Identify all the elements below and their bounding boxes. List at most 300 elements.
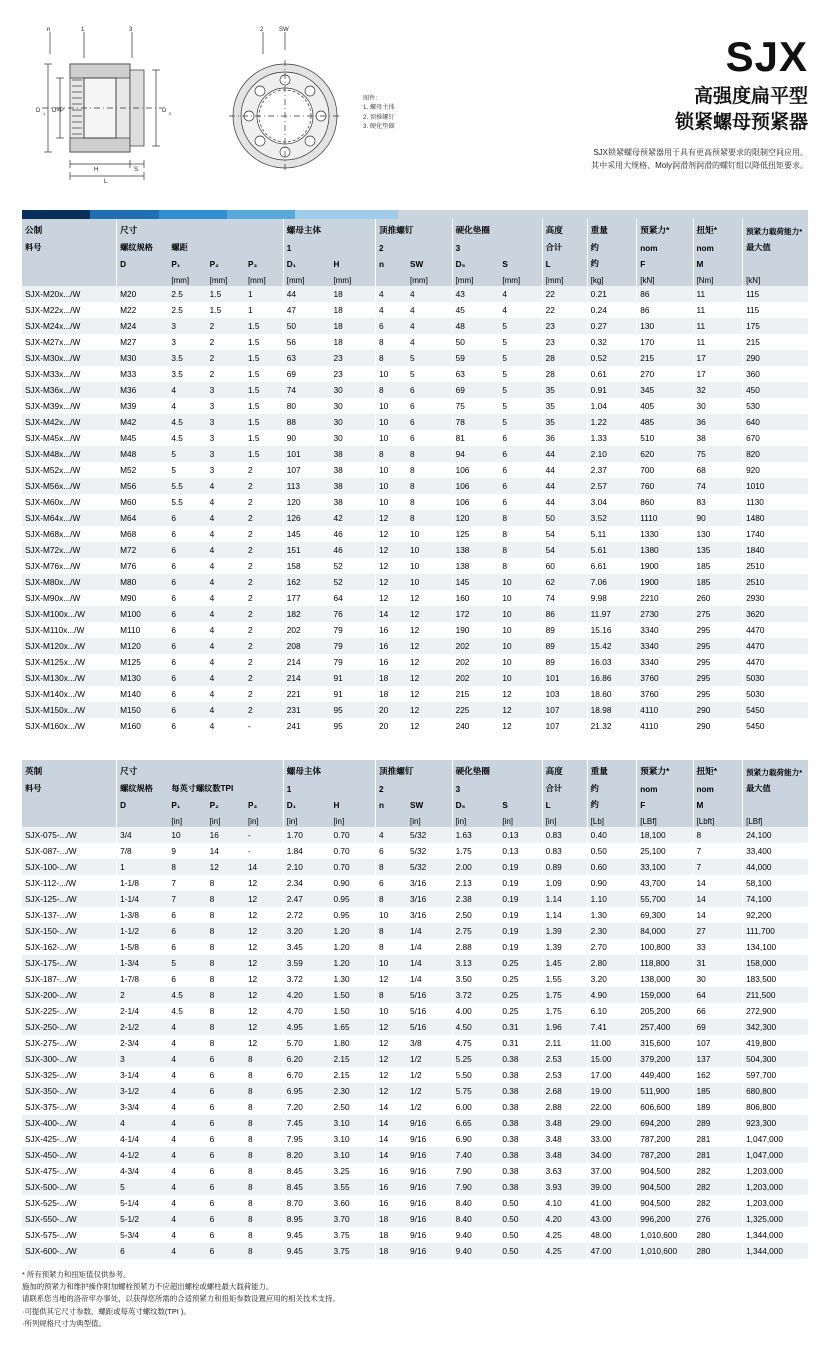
table-cell: 231: [283, 702, 330, 718]
table-cell: 0.89: [542, 859, 587, 875]
part-number-cell: SJX-325-.../W: [25, 1070, 77, 1080]
table-cell: 90: [693, 510, 743, 526]
table-cell: 9/16: [410, 1198, 427, 1208]
table-cell: 3760: [637, 670, 693, 686]
table-cell: -: [247, 830, 251, 840]
table-cell: 241: [283, 718, 330, 734]
table-cell: 177: [283, 590, 330, 606]
table-cell: 1.20: [333, 958, 350, 968]
table-cell: 18: [333, 305, 343, 315]
imperial-unit-D1: [in]: [283, 811, 330, 827]
table-cell: 1900: [637, 558, 693, 574]
table-cell: 8: [209, 926, 215, 936]
table-row: [22, 638, 808, 654]
table-cell: 2: [247, 593, 253, 603]
imperial-sub-nom-f: nom: [637, 778, 693, 795]
table-cell: 62: [542, 574, 587, 590]
table-cell: 12: [410, 625, 420, 635]
table-cell: 18: [333, 337, 343, 347]
table-cell: 2.15: [333, 1054, 350, 1064]
table-cell: 0.70: [333, 862, 350, 872]
imperial-group-screw: 顶推螺钉: [376, 760, 453, 778]
table-cell: 9/16: [410, 1246, 427, 1256]
table-cell: M90: [117, 590, 169, 606]
table-cell: 7.06: [587, 574, 637, 590]
table-cell: 6: [410, 385, 415, 395]
table-cell: 272,900: [743, 1003, 808, 1019]
imperial-sub-pitch: 每英寸螺纹数TPI: [168, 778, 283, 795]
table-cell: 7: [693, 843, 743, 859]
table-cell: 23: [333, 353, 343, 363]
table-row: [22, 622, 808, 638]
table-cell: 5/16: [410, 1022, 427, 1032]
table-cell: 74: [283, 382, 330, 398]
description-line-2: 其中采用大规格、Moly润滑剂润滑的螺钉组以降低扭矩要求。: [591, 161, 808, 171]
table-cell: 6: [502, 449, 507, 459]
table-cell: 16: [209, 830, 219, 840]
part-number-cell: SJX-M30x.../W: [25, 353, 81, 363]
table-cell: 25,100: [637, 843, 693, 859]
table-cell: 1740: [743, 526, 808, 542]
table-cell: 5/16: [410, 1006, 427, 1016]
part-number-cell: SJX-M80x.../W: [25, 577, 81, 587]
table-cell: 18: [333, 321, 343, 331]
table-cell: 5: [171, 465, 176, 475]
table-cell: 130: [637, 318, 693, 334]
svg-text:1: 1: [81, 27, 85, 33]
metric-sub-pitch: 螺距: [168, 237, 283, 254]
table-cell: 1.20: [333, 942, 350, 952]
table-cell: 8.70: [283, 1195, 330, 1211]
table-cell: 6: [209, 1102, 215, 1112]
table-cell: 10: [376, 414, 408, 430]
table-cell: 151: [283, 542, 330, 558]
imperial-unit-P2: [in]: [207, 811, 245, 827]
table-cell: 1.14: [542, 907, 587, 923]
table-cell: 3.59: [283, 955, 330, 971]
table-cell: 170: [637, 334, 693, 350]
table-cell: 511,900: [637, 1083, 693, 1099]
table-cell: 1840: [743, 542, 808, 558]
table-cell: 6: [410, 417, 415, 427]
table-cell: 7: [171, 894, 176, 904]
imperial-symbol-weight: 约: [587, 795, 637, 811]
table-row: [22, 891, 808, 907]
imperial-symbol-D5: D₅: [452, 795, 499, 811]
table-cell: 1-7/8: [117, 971, 169, 987]
table-cell: 44,000: [743, 859, 808, 875]
table-cell: 12: [410, 609, 420, 619]
table-cell: 2.68: [542, 1083, 587, 1099]
part-number-cell: SJX-M52x.../W: [25, 465, 81, 475]
table-cell: 0.31: [502, 1022, 519, 1032]
table-cell: 12: [410, 641, 420, 651]
color-swatch-5: [295, 210, 398, 219]
table-cell: 4.5: [171, 433, 183, 443]
table-cell: 1-3/8: [117, 907, 169, 923]
table-cell: 1.5: [209, 289, 222, 299]
imperial-group-height: 高度: [542, 760, 587, 778]
table-row: [22, 286, 808, 302]
table-cell: 282: [693, 1163, 743, 1179]
table-cell: 10: [376, 955, 408, 971]
table-cell: 30: [333, 401, 343, 411]
table-cell: 6: [209, 1054, 215, 1064]
color-swatch-2: [90, 210, 158, 219]
table-row: [22, 987, 808, 1003]
table-cell: 5: [117, 1179, 169, 1195]
imperial-symbol-P2: P₂: [207, 795, 245, 811]
table-cell: 38: [333, 449, 343, 459]
table-cell: 3: [209, 401, 215, 411]
description-line-1: SJX锁紧螺母预紧器用于具有更高预紧要求的限制空间应用。: [593, 148, 808, 158]
table-cell: 84,000: [637, 923, 693, 939]
table-cell: 91: [333, 673, 343, 683]
metric-unit-L: [mm]: [542, 270, 587, 286]
imperial-group-torque: 扭矩*: [693, 760, 743, 778]
table-cell: 0.90: [333, 878, 350, 888]
table-cell: 8: [209, 990, 215, 1000]
table-cell: 36: [542, 430, 587, 446]
table-cell: 2-1/4: [117, 1003, 169, 1019]
table-cell: 295: [693, 638, 743, 654]
table-cell: 290: [693, 718, 743, 734]
table-row: [22, 574, 808, 590]
table-cell: 63: [452, 366, 499, 382]
table-cell: 5: [502, 353, 507, 363]
table-row: [22, 1163, 808, 1179]
table-cell: 2.53: [542, 1051, 587, 1067]
imperial-unit-row: [22, 811, 808, 827]
table-cell: 183,500: [743, 971, 808, 987]
table-cell: 12: [376, 574, 408, 590]
table-cell: 189: [693, 1099, 743, 1115]
table-cell: 12: [502, 689, 512, 699]
table-cell: 295: [693, 622, 743, 638]
table-cell: 4: [171, 1134, 176, 1144]
part-number-cell: SJX-100-.../W: [25, 862, 77, 872]
table-cell: 1.5: [209, 305, 222, 315]
table-row: [22, 590, 808, 606]
table-cell: 8.40: [452, 1211, 499, 1227]
table-cell: 2-3/4: [117, 1035, 169, 1051]
table-cell: 5450: [743, 702, 808, 718]
table-cell: 8: [410, 481, 415, 491]
table-cell: 106: [452, 478, 499, 494]
table-cell: 10: [171, 830, 181, 840]
table-cell: 282: [693, 1195, 743, 1211]
product-description: [433, 147, 808, 173]
imperial-symbol-cap: [743, 795, 808, 811]
table-cell: 211,500: [743, 987, 808, 1003]
table-cell: 6: [209, 1182, 215, 1192]
table-cell: 4.50: [452, 1019, 499, 1035]
table-cell: 4: [209, 481, 215, 491]
table-cell: 12: [247, 894, 258, 904]
metric-code-label: 料号: [22, 237, 117, 254]
table-cell: 101: [283, 446, 330, 462]
part-number-cell: SJX-M90x.../W: [25, 593, 81, 603]
table-cell: 66: [693, 1003, 743, 1019]
table-cell: 47.00: [587, 1243, 637, 1259]
table-cell: 32: [693, 382, 743, 398]
table-cell: 95: [333, 705, 343, 715]
table-cell: 12: [502, 705, 512, 715]
part-number-cell: SJX-400-.../W: [25, 1118, 77, 1128]
table-cell: 44: [542, 446, 587, 462]
table-cell: M64: [117, 510, 169, 526]
table-cell: M24: [117, 318, 169, 334]
table-cell: 2.10: [587, 446, 637, 462]
table-cell: 2.72: [283, 907, 330, 923]
table-cell: 1.39: [542, 939, 587, 955]
table-cell: 125: [452, 526, 499, 542]
table-cell: 8: [410, 449, 415, 459]
table-row: [22, 971, 808, 987]
table-cell: 7.95: [283, 1131, 330, 1147]
table-cell: 80: [283, 398, 330, 414]
metric-symbol-cap: [743, 254, 808, 270]
table-cell: 1: [117, 859, 169, 875]
table-cell: 3.72: [452, 987, 499, 1003]
table-cell: 5: [502, 401, 507, 411]
part-number-cell: SJX-275-.../W: [25, 1038, 77, 1048]
table-cell: 8: [209, 894, 215, 904]
table-cell: 2: [209, 369, 215, 379]
table-cell: 4.20: [283, 987, 330, 1003]
table-row: [22, 1211, 808, 1227]
table-cell: M76: [117, 558, 169, 574]
table-cell: 0.40: [587, 827, 637, 843]
table-cell: 240: [452, 718, 499, 734]
metric-symbol-D5: D₅: [452, 254, 499, 270]
table-cell: 0.50: [502, 1230, 519, 1240]
table-cell: 8: [376, 446, 408, 462]
svg-text:3: 3: [129, 27, 133, 33]
table-cell: 8: [209, 958, 215, 968]
table-cell: 3.75: [333, 1246, 350, 1256]
imperial-symbol-M: M: [693, 795, 743, 811]
metric-sub-approx: 约: [587, 237, 637, 254]
table-cell: 2: [247, 641, 253, 651]
imperial-group-preload: 预紧力*: [637, 760, 693, 778]
face-drawing: [225, 24, 345, 199]
table-cell: 5/32: [410, 862, 427, 872]
table-cell: 18,100: [637, 827, 693, 843]
metric-unit-P1: [mm]: [168, 270, 206, 286]
table-cell: 205,200: [637, 1003, 693, 1019]
table-cell: 160: [452, 590, 499, 606]
metric-unit-D: [117, 270, 169, 286]
table-cell: 4: [171, 1150, 176, 1160]
table-cell: 3.10: [333, 1150, 350, 1160]
table-cell: 6: [209, 1118, 215, 1128]
table-cell: 1-3/4: [117, 955, 169, 971]
table-cell: 79: [333, 641, 343, 651]
table-cell: 4: [410, 305, 415, 315]
table-cell: 138: [452, 558, 499, 574]
table-cell: 41.00: [587, 1195, 637, 1211]
metric-symbol-P3: P₃: [245, 254, 283, 270]
table-cell: 2.70: [587, 939, 637, 955]
table-cell: 120: [452, 510, 499, 526]
imperial-unit-SW: [in]: [407, 811, 452, 827]
table-cell: 9.40: [452, 1227, 499, 1243]
table-cell: 12: [376, 590, 408, 606]
table-cell: 8: [171, 862, 176, 872]
table-cell: 18.60: [587, 686, 637, 702]
table-cell: 64: [693, 987, 743, 1003]
table-cell: 280: [693, 1227, 743, 1243]
table-cell: 12: [410, 657, 420, 667]
table-cell: 3.55: [333, 1182, 350, 1192]
table-cell: 4: [117, 1115, 169, 1131]
table-cell: 162: [283, 574, 330, 590]
table-cell: 4.90: [587, 987, 637, 1003]
table-row: [22, 1147, 808, 1163]
table-cell: 28: [542, 350, 587, 366]
metric-symbol-M: M: [693, 254, 743, 270]
table-cell: 3: [209, 465, 215, 475]
table-row: [22, 1019, 808, 1035]
table-cell: 50: [542, 510, 587, 526]
svg-text:2: 2: [260, 27, 264, 33]
part-number-cell: SJX-M72x.../W: [25, 545, 81, 555]
table-cell: 4: [376, 302, 408, 318]
table-cell: 1,325,000: [743, 1211, 808, 1227]
table-cell: 17: [693, 350, 743, 366]
table-cell: 6: [376, 318, 408, 334]
table-cell: 760: [637, 478, 693, 494]
table-cell: 1.75: [542, 1003, 587, 1019]
table-cell: 8: [209, 1006, 215, 1016]
table-cell: 10: [502, 625, 512, 635]
table-cell: 12: [410, 593, 420, 603]
imperial-table: [22, 760, 808, 1259]
table-cell: 3/16: [410, 894, 427, 904]
table-cell: M30: [117, 350, 169, 366]
table-cell: 8: [410, 465, 415, 475]
table-cell: 1.50: [333, 1006, 350, 1016]
table-cell: 162: [693, 1067, 743, 1083]
table-cell: 33.00: [587, 1131, 637, 1147]
table-cell: 15.42: [587, 638, 637, 654]
table-cell: 1.63: [452, 827, 499, 843]
table-cell: 107: [542, 702, 587, 718]
imperial-symbol-S: S: [499, 795, 542, 811]
table-cell: 30: [693, 398, 743, 414]
table-cell: 43,700: [637, 875, 693, 891]
table-cell: 2.47: [283, 891, 330, 907]
part-number-cell: SJX-M27x.../W: [25, 337, 81, 347]
table-cell: 10: [502, 577, 512, 587]
table-cell: M68: [117, 526, 169, 542]
table-row: [22, 510, 808, 526]
table-cell: 5030: [743, 686, 808, 702]
table-cell: 5: [502, 321, 507, 331]
table-cell: 1.96: [542, 1019, 587, 1035]
part-number-cell: SJX-575-.../W: [25, 1230, 77, 1240]
imperial-unit-M: [Lbft]: [693, 811, 743, 827]
metric-symbol-D: D: [117, 254, 169, 270]
table-cell: 8: [376, 334, 408, 350]
table-cell: 1110: [637, 510, 693, 526]
table-cell: 4: [209, 577, 215, 587]
table-cell: 120: [283, 494, 330, 510]
table-cell: 4: [410, 337, 415, 347]
table-cell: 904,500: [637, 1163, 693, 1179]
table-cell: 6: [171, 673, 176, 683]
table-cell: 0.38: [502, 1134, 519, 1144]
table-cell: 24,100: [743, 827, 808, 843]
table-cell: 63: [283, 350, 330, 366]
table-cell: 2.00: [452, 859, 499, 875]
metric-sub-nom-f: nom: [637, 237, 693, 254]
table-row: [22, 1179, 808, 1195]
table-cell: 3.52: [587, 510, 637, 526]
table-cell: 1.50: [333, 990, 350, 1000]
table-cell: 1.55: [542, 971, 587, 987]
part-number-cell: SJX-M160x.../W: [25, 721, 85, 731]
table-cell: 115: [743, 302, 808, 318]
table-cell: 10: [502, 609, 512, 619]
table-cell: 79: [333, 625, 343, 635]
table-cell: 68: [693, 462, 743, 478]
part-number-cell: SJX-M56x.../W: [25, 481, 81, 491]
metric-group-capacity: 预紧力载荷能力*: [743, 219, 808, 237]
part-number-cell: SJX-300-.../W: [25, 1054, 77, 1064]
table-cell: 787,200: [637, 1147, 693, 1163]
table-cell: 14: [376, 1099, 408, 1115]
table-cell: 860: [637, 494, 693, 510]
table-row: [22, 702, 808, 718]
table-cell: 6: [209, 1134, 215, 1144]
table-row: [22, 414, 808, 430]
imperial-symbol-F: F: [637, 795, 693, 811]
color-swatch-6: [398, 210, 808, 219]
table-cell: 2.88: [452, 939, 499, 955]
table-cell: 5.50: [452, 1067, 499, 1083]
table-cell: 2.53: [542, 1067, 587, 1083]
table-cell: 12: [247, 910, 258, 920]
imperial-unit-cap: [LBf]: [743, 811, 808, 827]
table-cell: 33,100: [637, 859, 693, 875]
table-cell: 48.00: [587, 1227, 637, 1243]
table-cell: 4.95: [283, 1019, 330, 1035]
table-cell: 6: [171, 609, 176, 619]
part-number-cell: SJX-M120x.../W: [25, 641, 85, 651]
table-cell: 10: [410, 561, 420, 571]
table-cell: 88: [283, 414, 330, 430]
table-cell: 202: [452, 638, 499, 654]
table-cell: 6: [209, 1150, 215, 1160]
table-cell: 107: [693, 1035, 743, 1051]
table-cell: 4: [171, 385, 176, 395]
table-cell: 9/16: [410, 1182, 427, 1192]
table-cell: 4110: [637, 702, 693, 718]
table-cell: 9.45: [283, 1243, 330, 1259]
part-number-cell: SJX-M33x.../W: [25, 369, 81, 379]
metric-symbol-n: n: [376, 254, 408, 270]
table-cell: 4: [376, 827, 408, 843]
table-cell: M42: [117, 414, 169, 430]
table-cell: 10: [410, 529, 420, 539]
table-row: [22, 494, 808, 510]
table-cell: 95: [333, 721, 343, 731]
table-cell: 214: [283, 654, 330, 670]
table-cell: 3/16: [410, 910, 427, 920]
table-cell: 3340: [637, 654, 693, 670]
